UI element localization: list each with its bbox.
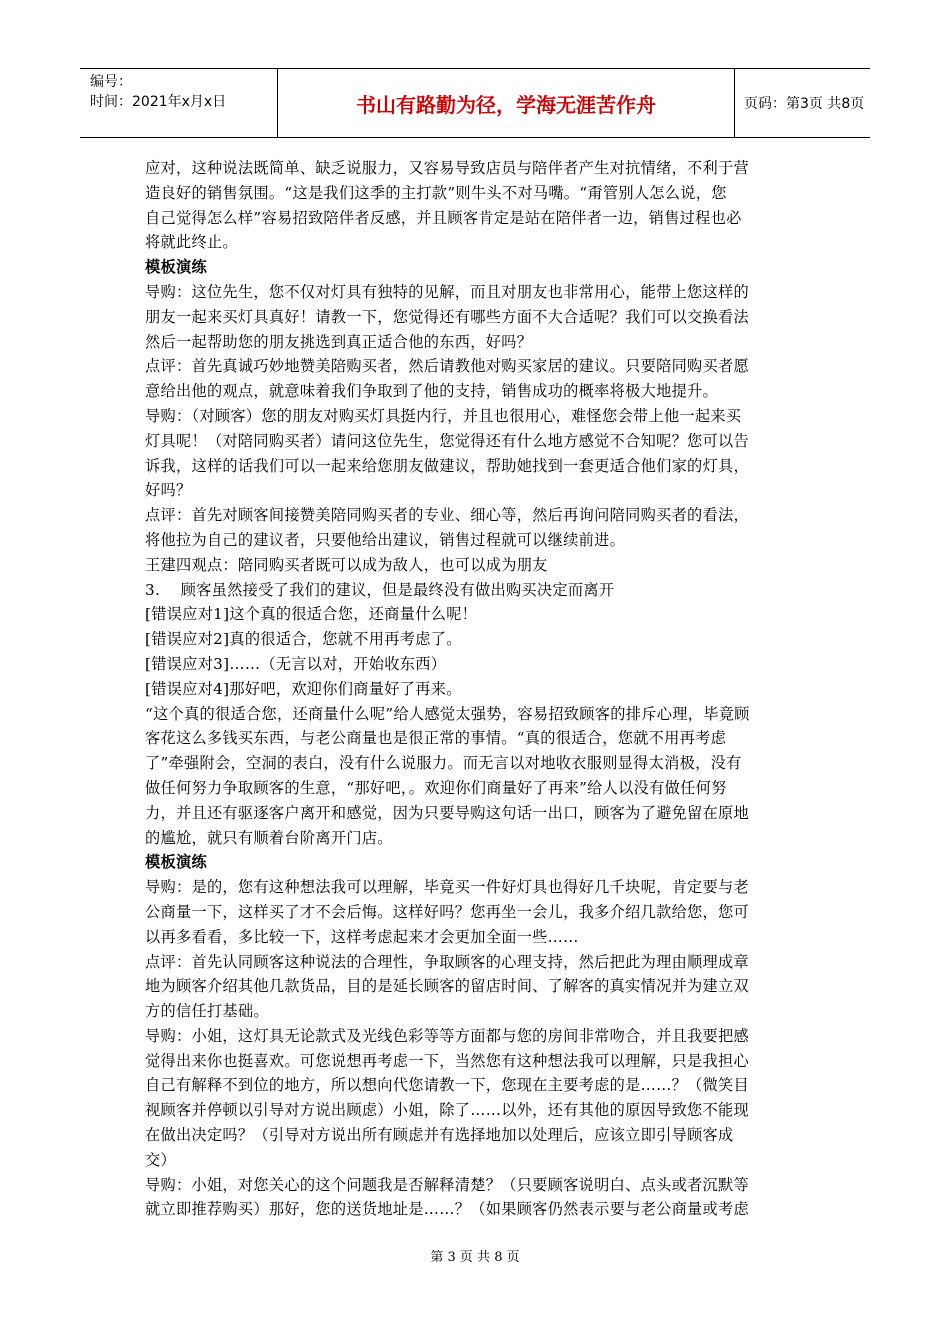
text-line: 将就此终止。 (145, 233, 238, 252)
text-line: 做任何努力争取顾客的生意，“那好吧，。欢迎你们商量好了再来”给人以没有做任何努 (145, 778, 727, 797)
text-line: 交） (145, 1150, 176, 1169)
text-line: 意给出他的观点，就意味着我们争取到了他的支持，销售成功的概率将极大地提升。 (145, 382, 719, 401)
text-line: 自己有解释不到位的地方，所以想向代您请教一下，您现在主要考虑的是……？（微笑目 (145, 1076, 750, 1095)
text-line: 地为顾客介绍其他几款货品，目的是延长顾客的留店时间、了解客的真实情况并为建立双 (145, 977, 750, 996)
text-line: [错误应对4]那好吧，欢迎你们商量好了再来。 (145, 679, 462, 698)
text-line: 导购：小姐，对您关心的这个问题我是否解释清楚？（只要顾客说明白、点头或者沉默等 (145, 1175, 750, 1194)
page-header (80, 68, 870, 138)
text-line: 自己觉得怎么样”容易招致陪伴者反感，并且顾客肯定是站在陪伴者一边，销售过程也必 (145, 208, 742, 227)
header-page-code: 页码：第3页 共8页 (744, 96, 865, 112)
number-label: 编号： (90, 74, 132, 90)
text-line: [错误应对2]真的很适合，您就不用再考虑了。 (145, 630, 462, 649)
text-line: 力，并且还有驱逐客户离开和感觉，因为只要导购这句话一出口，顾客为了避免留在原地 (145, 803, 750, 822)
text-line: 然后一起帮助您的朋友挑选到真正适合他的东西，好吗？ (145, 332, 533, 351)
text-line: 点评：首先对顾客间接赞美陪同购买者的专业、细心等，然后再询问陪同购买者的看法， (145, 506, 750, 525)
text-line: 就立即推荐购买）那好，您的送货地址是……？（如果顾客仍然表示要与老公商量或考虑 (145, 1200, 750, 1219)
text-line: 灯具呢！（对陪同购买者）请问这位先生，您觉得还有什么地方感觉不合知呢？您可以告 (145, 431, 750, 450)
text-line: 诉我，这样的话我们可以一起来给您朋友做建议，帮助她找到一套更适合他们家的灯具， (145, 456, 750, 475)
text-line: “这个真的很适合您，还商量什么呢”给人感觉太强势，容易招致顾客的排斥心理，毕竟顾 (145, 704, 750, 723)
text-line: 在做出决定吗？（引导对方说出所有顾虑并有选择地加以处理后，应该立即引导顾客成 (145, 1126, 734, 1145)
text-line: 点评：首先认同顾客这种说法的合理性，争取顾客的心理支持，然后把此为理由顺理成章 (145, 952, 750, 971)
date-label: 时间：2021年x月x日 (90, 94, 227, 110)
header-motto: 书山有路勤为径，学海无涯苦作舟 (278, 69, 735, 137)
text-line: 点评：首先真诚巧妙地赞美陪购买者，然后请教他对购买家居的建议。只要陪同购买者愿 (145, 357, 750, 376)
header-meta (80, 69, 278, 137)
text-line: 的尴尬，就只有顺着台阶离开门店。 (145, 828, 393, 847)
text-line: 了”牵强附会，空洞的表白，没有什么说服力。而无言以对地收衣服则显得太消极，没有 (145, 754, 742, 773)
text-line: 应对，这种说法既简单、缺乏说服力，又容易导致店员与陪伴者产生对抗情绪，不利于营 (145, 159, 750, 177)
text-line: 导购：是的，您有这种想法我可以理解，毕竟买一件好灯具也得好几千块呢，肯定要与老 (145, 878, 750, 897)
text-line: 以再多看看，多比较一下，这样考虑起来才会更加全面一些…… (145, 927, 579, 946)
section-heading: 模板演练 (145, 853, 207, 872)
text-line: 导购：（对顾客）您的朋友对购买灯具挺内行，并且也很用心，难怪您会带上他一起来买 (145, 406, 742, 425)
text-line: 王建四观点：陪同购买者既可以成为敌人，也可以成为朋友 (145, 555, 548, 574)
page-footer: 第 3 页 共 8 页 (430, 1250, 520, 1265)
text-line: 好吗？ (145, 481, 192, 500)
text-line: 导购：小姐，这灯具无论款式及光线色彩等等方面都与您的房间非常吻合，并且我要把感 (145, 1026, 750, 1045)
text-line: 朋友一起来买灯具真好！请教一下，您觉得还有哪些方面不大合适呢？我们可以交换看法 (145, 307, 750, 326)
text-line: 3. 顾客虽然接受了我们的建议，但是最终没有做出购买决定而离开 (145, 580, 615, 599)
text-line: [错误应对1]这个真的很适合您，还商量什么呢！ (145, 605, 478, 624)
text-line: 公商量一下，这样买了才不会后悔。这样好吗？您再坐一会儿，我多介绍几款给您，您可 (145, 902, 750, 921)
text-line: 觉得出来你也挺喜欢。可您说想再考虑一下，当然您有这种想法我可以理解，只是我担心 (145, 1051, 750, 1070)
text-line: 视顾客并停顿以引导对方说出顾虑）小姐，除了……以外，还有其他的原因导致您不能现 (145, 1101, 750, 1120)
text-line: 客花这么多钱买东西，与老公商量也是很正常的事情。“真的很适合，您就不用再考虑 (145, 729, 727, 748)
text-line: 方的信任打基础。 (145, 1002, 269, 1021)
text-line: 导购：这位先生，您不仅对灯具有独特的见解，而且对朋友也非常用心，能带上您这样的 (145, 282, 750, 301)
section-heading: 模板演练 (145, 258, 207, 277)
text-line: 将他拉为自己的建议者，只要他给出建议，销售过程就可以继续前进。 (145, 530, 626, 549)
text-line: [错误应对3]……（无言以对，开始收东西） (145, 654, 447, 673)
document-body (145, 156, 810, 1222)
text-line: 造良好的销售氛围。“这是我们这季的主打款”则牛头不对马嘴。“甭管别人怎么说，您 (145, 183, 727, 202)
